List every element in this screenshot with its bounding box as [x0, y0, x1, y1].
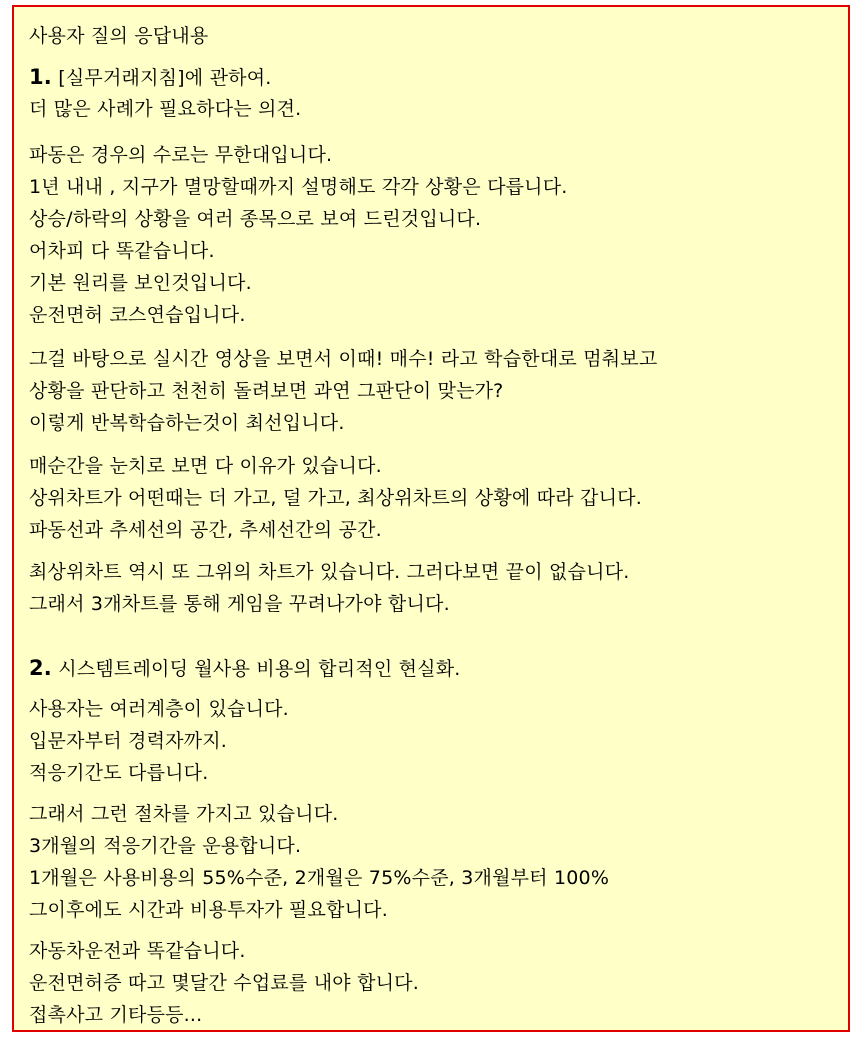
section2-line: 그이후에도 시간과 비용투자가 필요합니다.	[29, 899, 388, 921]
section2-line: 운전면허증 따고 몇달간 수업료를 내야 합니다.	[29, 972, 419, 994]
section1-line: 상위차트가 어떤때는 더 가고, 덜 가고, 최상위차트의 상황에 따라 갑니다.	[29, 487, 642, 509]
section1-line: 상승/하락의 상황을 여러 종목으로 보여 드린것입니다.	[29, 208, 482, 230]
section1-line: 어차피 다 똑같습니다.	[29, 240, 215, 262]
section1-line: 운전면허 코스연습입니다.	[29, 304, 246, 326]
section2-line: 3개월의 적응기간을 운용합니다.	[29, 835, 302, 857]
section1-number: 1.	[29, 65, 52, 89]
section2-line: 사용자는 여러계층이 있습니다.	[29, 698, 289, 720]
section2-line: 입문자부터 경력자까지.	[29, 730, 228, 752]
section2-line: 그래서 그런 절차를 가지고 있습니다.	[29, 803, 339, 825]
section1-line: 파동은 경우의 수로는 무한대입니다.	[29, 144, 333, 166]
section1-heading	[29, 65, 272, 90]
section2-line: 1개월은 사용비용의 55%수준, 2개월은 75%수준, 3개월부터 100%	[29, 867, 610, 889]
section1-title: [실무거래지침]에 관하여.	[58, 67, 272, 89]
section1-line: 기본 원리를 보인것입니다.	[29, 272, 252, 294]
section1-line: 상황을 판단하고 천천히 돌려보면 과연 그판단이 맞는가?	[29, 380, 504, 402]
document-title: 사용자 질의 응답내용	[29, 25, 209, 47]
section1-line: 그래서 3개차트를 통해 게임을 꾸려나가야 합니다.	[29, 593, 450, 615]
section1-line: 1년 내내 , 지구가 멸망할때까지 설명해도 각각 상황은 다릅니다.	[29, 176, 568, 198]
section1-line: 매순간을 눈치로 보면 다 이유가 있습니다.	[29, 455, 382, 477]
section1-line: 이렇게 반복학습하는것이 최선입니다.	[29, 412, 345, 434]
section2-heading	[29, 656, 461, 681]
section1-line: 파동선과 추세선의 공간, 추세선간의 공간.	[29, 519, 382, 541]
section1-line: 최상위차트 역시 또 그위의 차트가 있습니다. 그러다보면 끝이 없습니다.	[29, 561, 630, 583]
qa-content-box	[12, 5, 850, 1032]
section2-number: 2.	[29, 656, 52, 680]
section1-line: 그걸 바탕으로 실시간 영상을 보면서 이때! 매수! 라고 학습한대로 멈춰보고	[29, 348, 658, 370]
section2-title: 시스템트레이딩 월사용 비용의 합리적인 현실화.	[58, 658, 461, 680]
section2-line: 자동차운전과 똑같습니다.	[29, 940, 246, 962]
section2-line: 접촉사고 기타등등...	[29, 1004, 203, 1026]
section1-line: 더 많은 사례가 필요하다는 의견.	[29, 98, 302, 120]
section2-line: 적응기간도 다릅니다.	[29, 762, 209, 784]
